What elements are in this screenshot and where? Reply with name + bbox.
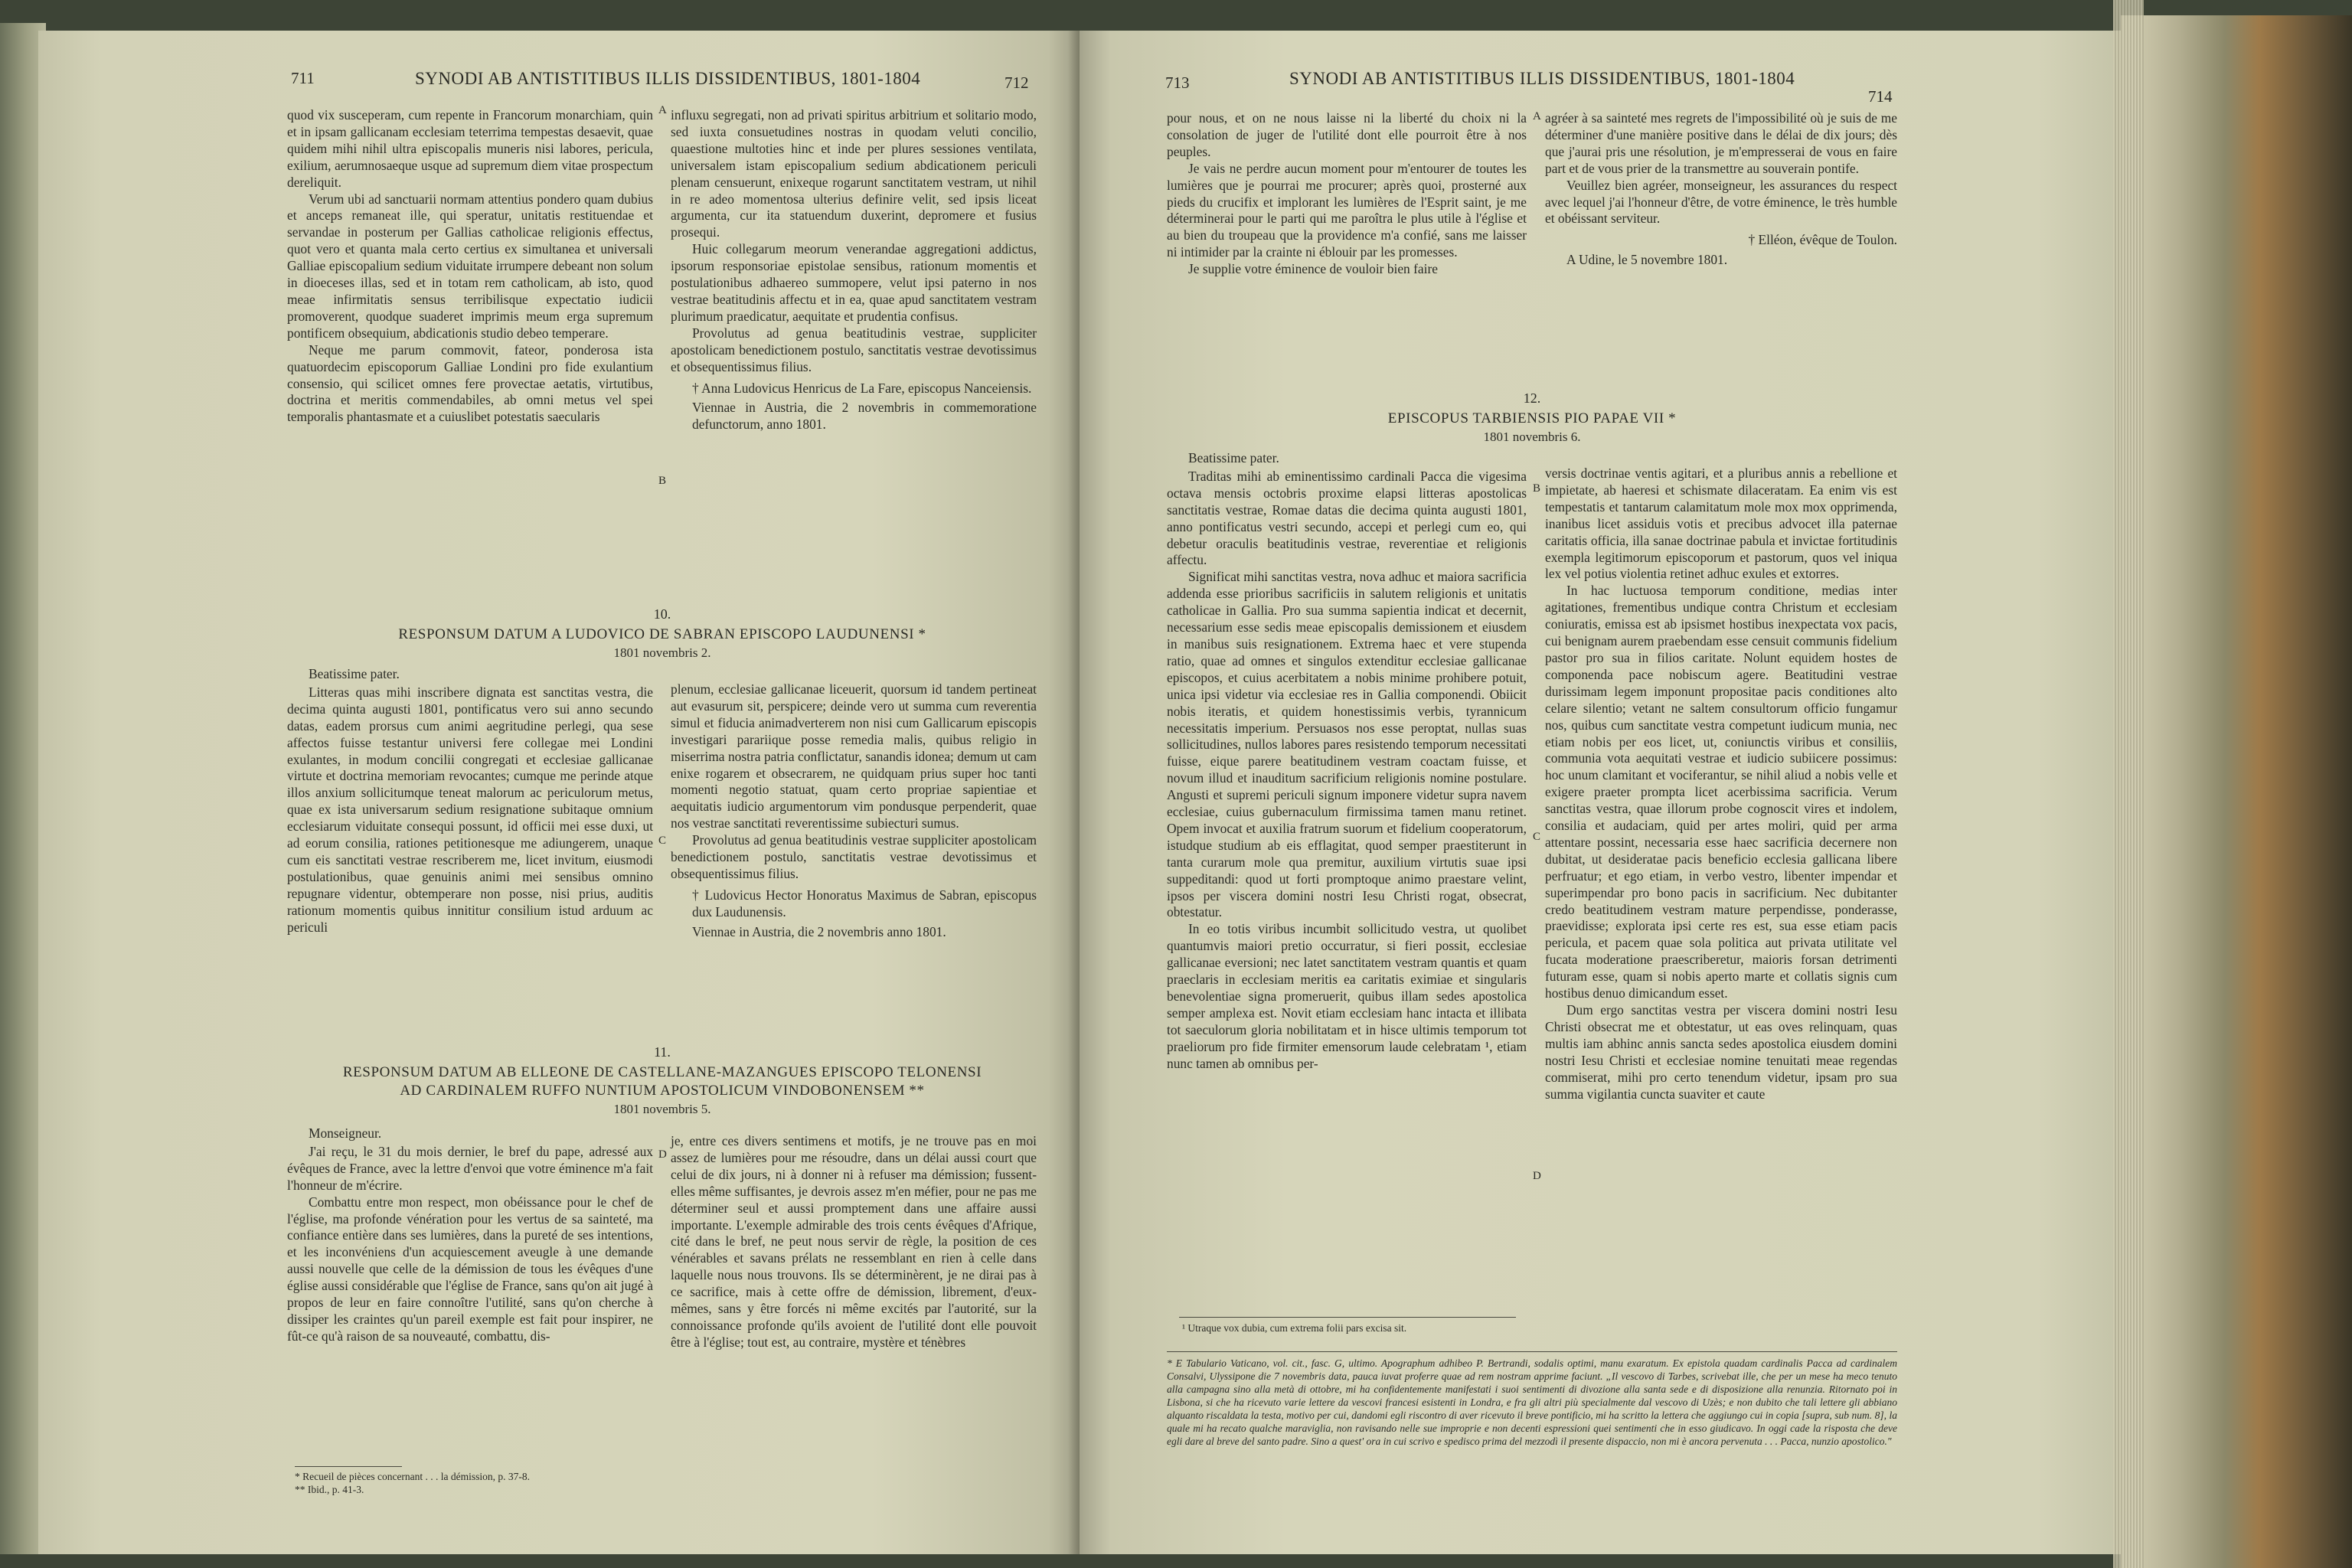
paragraph: agréer à sa sainteté mes regrets de l'impossibilité où je suis de me déterminer d'une manière positive dans le délai de dix jours; dès que j'aurai pris une résolution, je m'empresserai de vous en faire part et de vous prier de la transmettre au souverain pontife. xyxy=(1545,110,1897,176)
p713-footnote-star: * E Tabulario Vaticano, vol. cit., fasc. G, ultimo. Apographum adhibeo P. Bertrandi, sodalis optimi, manu exaratum. Ex epistola quadam cardinalis Pacca ad cardinalem Consalvi, Ulyssipone die 7 novembris data, pauca iuvat proferre quae ad rem nostram apprime faciunt. „Il vescovo di Tarbes, scrivebat ille, che per un mese ha meco tenuto alla campagna sino alla metà di ottobre, mi ha confidentemente manifestati i suoi sentimenti di divozione alla santa sede e di disposizione alla renunzia. Ritornato poi in Lisbona, si che ha ricevuto varie lettere da vescovi francesi esistenti in Londra, e fra gli altri più specialmente dal vescovo di Uzès; e non dubito che tali lettere gli abbiano alquanto riscaldata la testa, motivo per cui, dandomi egli riscontro di aver ricevuto il breve pontificio, mi ha scritto la lettera che aggiungo cui in copia [supra, sub num. 8], la quale mi ha recato qualche maraviglia, non ravisando nelle sue improprie e non decenti espressioni quei sentimenti che in esso giudicavo. In oggi cade la risposta che deve egli dare al breve del santo padre. Sino a quest' ora in cui scrivo e spedisco prima del mezzodì il presente dispaccio, non mi è ancora pervenuta . . . Pacca, nunzio apostolico." xyxy=(1167,1357,1897,1447)
salutation: Beatissime pater. xyxy=(1188,450,1279,466)
doc-title-line-1: RESPONSUM DATUM AB ELLEONE DE CASTELLANE-MAZANGUES EPISCOPO TELONENSI xyxy=(342,1064,982,1080)
paragraph: je, entre ces divers sentimens et motifs, je ne trouve pas en moi assez de lumières pour me résoudre, dans un délai aussi court que celui de dix jours, ni à donner ni à refuser ma démission; fussent-elles même suffisantes, je devrois assez m'en méfier, pour ne pas me déterminer seul et aussi promptement dans une affaire aussi importante. L'exemple admirable des trois cents évêques d'Afrique, cité dans le bref, ne peut nous servir de règle, la position de ces vénérables et savans prélats ne ressemblant en rien à celle dans laquelle nous nous trouvons. Ils se déterminèrent, je ne dirai pas à ce sacrifice, mais à cette offre de démission, librement, d'eux-mêmes, sans y être forcés ni même excités par l'autorité, sur la connoissance profonde qu'ils avoient de l'utilité dont elle pouvoit être à l'église; tout est, au contraire, mystère et ténèbres xyxy=(671,1133,1037,1350)
p713-colA-upper xyxy=(1167,110,1527,278)
dateline: Viennae in Austria, die 2 novembris in commemoratione defunctorum, anno 1801. xyxy=(692,400,1037,433)
p713-colB-upper xyxy=(1545,110,1897,269)
margin-letter-a: A xyxy=(1533,110,1541,122)
paragraph: Neque me parum commovit, fateor, ponderosa ista quatuordecim episcoporum Galliae Londini pro fide exulantium consensio, qui scilicet omnes fere provectae aetatis, virtutibus, doctrina et meritis commendabiles, ab omni metus vel spei temporalis phantasmate et a cuiuslibet potestatis saecularis xyxy=(287,341,653,425)
doc-number: 10. xyxy=(653,606,671,622)
paragraph: Litteras quas mihi inscribere dignata est sanctitas vestra, die decima quinta augusti 1801, pontificatus vero sui anno secundo datas, eadem prorsus cum animi aegritudine perlegi, qua sese affectos fuisse testantur universi fere collegae mei Londini exulantes, in modum concilii congregati et ecclesiae gallicanae virtute et doctrina memoriam revocantes; cumque me perinde atque illos anxium sollicitumque teneat malorum ac periculorum metus, quae ex ista universarum sedium resignatione subitaque omnium ecclesiarum viduitate consequi possunt, id officii mei esse duxi, ut ad eorum consilia, rationes petitionesque me adiungerem, unaque cum eis sanctitati vestrae rescriberem me, licet invitum, eiusmodi postulationibus, quae genuinis animi mei sensibus omnino repugnare videntur, obtemperare non posse, nisi prius, auditis rationum momentis quibus innititur consilium istud arduum ac periculi xyxy=(287,684,653,935)
page-number-714: 714 xyxy=(1868,87,1893,106)
doc10-header xyxy=(287,605,1037,662)
p711-colB-upper xyxy=(671,107,1037,433)
right-book-cover xyxy=(2121,15,2352,1568)
p711-doc10-colB xyxy=(671,681,1037,941)
p713-note-1: ¹ Utraque vox dubia, cum extrema folii pars excisa sit. xyxy=(1182,1322,1407,1334)
paragraph: Verum ubi ad sanctuarii normam attentius pondero quam dubius et anceps remaneat ille, qui speratur, unitatis restituendae et servandae in posterum per Gallias catholicae religionis effectus, quot vero et quanta mala certo certius ex simultanea et universali Galliae episcopalium sedium viduitate irrumpere debeant non solum in dioeceses illas, sed et in totam rem catholicam, ab isto, quod meae infirmitatis sensus terribilisque expectatio iudicii promoverent, quodque suaderet imprimis meum erga supremum pontificem obsequium, abdicationis studio debeo temperare. xyxy=(287,191,653,341)
paragraph: Traditas mihi ab eminentissimo cardinali Pacca die vigesima octava mensis octobris proxime elapsi litteras apostolicas sanctitatis vestrae, Romae datas die decima quinta augusti 1801, anno pontificatus vestri secundo, accepi et perlegi cum eo, qui debetur oraculis beatitudinis vestrae, reverentiae et religionis affectu. xyxy=(1167,468,1527,568)
paragraph: Dum ergo sanctitas vestra per viscera domini nostri Iesu Christi obsecrat me et obtestatur, ut eas oves relinquam, quas multis iam abhinc annis sancta sedes apostolica eiusdem domini nostri Iesu Christi et ecclesiae nomine tenuitati meae regendas commiserat, mihi pro certo tenendum videtur, ipsam pro sua summa vigilantia cuncta suaviter et caute xyxy=(1545,1002,1897,1102)
page-number-712: 712 xyxy=(1004,74,1029,92)
doc-date: 1801 novembris 5. xyxy=(613,1102,711,1116)
salutation: Beatissime pater. xyxy=(309,666,400,681)
footnote: ** Ibid., p. 41-3. xyxy=(295,1484,364,1495)
doc-title: EPISCOPUS TARBIENSIS PIO PAPAE VII * xyxy=(1387,410,1677,426)
doc-date: 1801 novembris 6. xyxy=(1483,430,1581,444)
paragraph: Je vais ne perdre aucun moment pour m'entourer de toutes les lumières que je pourrai me procurer; après quoi, prosterné aux pieds du crucifix et implorant les lumières de l'Esprit saint, je me déterminerai pour le parti qui me paroîtra le plus utile à l'église et au bien du troupeau que la providence m'a confié, sans me laisser ni intimider par la crainte ni éblouir par les promesses. xyxy=(1167,160,1527,260)
p713-doc12-colB xyxy=(1545,466,1897,1102)
right-page-edges xyxy=(2113,0,2144,1568)
doc-number: 12. xyxy=(1523,390,1541,406)
doc-number: 11. xyxy=(654,1044,671,1060)
paragraph: Provolutus ad genua beatitudinis vestrae, suppliciter apostolicam benedictionem postulo, sanctitatis vestrae devotissimus et obsequentissimus filius. xyxy=(671,325,1037,374)
p711-doc10-colA xyxy=(287,666,653,936)
p711-doc11-colB xyxy=(671,1133,1037,1351)
paragraph: In hac luctuosa temporum conditione, medias inter agitationes, frementibus undique contra Christum et ecclesiam coniuratis, emissa est ab ipsismet hostibus inexpectata vox pacis, cui benignam aurem praebendam esse censuit communis fidelium pastor pro sua in filios caritate. Nolunt equidem hostes de componenda pace nobiscum agere. Beatitudini vestrae durissimam legem imponunt propositae pacis conditiones alto celare silentio; vetant ne saltem consultorum officio fungamur nos, quibus cum sanctitate vestra competunt iudicum munia, nec etiam nobis per eos licet, ut, coniunctis viribus et consiliis, communia vota aequitati vestrae et iudicio subiicere possimus: hoc unum clamitant et vociferantur, se nihil aliud a nobis velle et exigere praeter prompta licet acerbissima sacrificia. Verum sanctitas vestra, quae illorum probe cognoscit vires et indolem, consilia et audaciam, quid per artes moliri, quid per arma attentare possint, necessaria esse haec sacrificia decernere non dubitat, ut desideratae pacis beneficio ecclesia gallicana libere perfruatur; et ego etiam, in verbo vestro, libenter impendar et superimpendar pro bono pacis in sacrificium. Nec dubitanter credo beatitudinem vestram mature perpendisse, ponderasse, praevidisse; explorata ipsi certe res est, sua esse etiam pacis pericula, et pacem quae sola politica aut privata utilitate vel fucata moderatione praescriberetur, maioris forsan detrimenti futuram esse, quam si nobis aperto marte et collatis signis cum hostibus denuo dimicandum esset. xyxy=(1545,583,1897,1001)
paragraph: In eo totis viribus incumbit sollicitudo vestra, ut quolibet quantumvis maiori pretio occurratur, si fieri possit, ecclesiae gallicanae eversioni; nec latet sanctitatem vestram quantis et quam praeclaris in ecclesiam meritis ea caritatis eximiae et singularis benevolentiae signa promeruerit, quibus illam sedes apostolica semper amplexa est. Novit etiam ecclesiam hanc intacta et illibata tot saeculorum gloria nobilitatam et in hisce ultimis temporum tot praeliorum pro fide firmiter emensorum laude celebratam ¹, etiam nunc tamen ab omnibus per- xyxy=(1167,921,1527,1071)
paragraph: Je supplie votre éminence de vouloir bien faire xyxy=(1188,261,1438,277)
p711-footnotes xyxy=(295,1470,647,1496)
margin-letter-d: D xyxy=(1533,1170,1541,1182)
right-running-head: SYNODI AB ANTISTITIBUS ILLIS DISSIDENTIBUS, 1801-1804 xyxy=(1289,69,1795,88)
left-page xyxy=(38,31,1080,1554)
margin-letter-c: C xyxy=(658,835,667,847)
paragraph: versis doctrinae ventis agitari, et a pluribus annis a rebellione et impietate, ab haeresi et schismate dilaceratam. Ea enim vis est tempestatis et tantarum calamitatum mole mox mox opprimenda, inanibus licet assiduis votis et precibus advocet illa paternae caritatis officia, illa sanae doctrinae pabula et invictae fortitudinis exempla legitimorum episcoporum et pastorum, quos vel iniqua lex vel potius violentia retinet adhuc exules et extorres. xyxy=(1545,466,1897,582)
margin-letter-a: A xyxy=(658,104,667,116)
paragraph: Provolutus ad genua beatitudinis vestrae suppliciter apostolicam benedictionem postulo, sanctitatis vestrae devotissimus et obsequentissimus filius. xyxy=(671,832,1037,881)
footnote-rule-inner xyxy=(1179,1317,1516,1318)
doc-date: 1801 novembris 2. xyxy=(613,645,711,660)
paragraph: Combattu entre mon respect, mon obéissance pour le chef de l'église, ma profonde vénération pour les vertus de sa sainteté, ma confiance entière dans ses lumières, dans la pureté de ses intentions, et les inconvéniens d'un acquiescement aveugle à une demande aussi nouvelle que celle de la démission de tous les évêques d'une église aussi considérable que l'église de France, sans qu'on ait jugé à propos de leur en faire connoître l'utilité, sans qu'on cherche à dissiper les craintes qu'un pareil exemple est fait pour inspirer, ne fût-ce qu'à raison de sa nouveauté, combattu, dis- xyxy=(287,1194,653,1344)
p711-doc11-colA xyxy=(287,1125,653,1345)
margin-letter-c: C xyxy=(1533,831,1541,843)
footnote-rule xyxy=(295,1466,402,1467)
doc12-header xyxy=(1167,389,1897,446)
doc-title-line-2: AD CARDINALEM RUFFO NUNTIUM APOSTOLICUM VINDOBONENSEM ** xyxy=(400,1083,925,1099)
margin-letter-b: B xyxy=(658,475,667,487)
footnote: * Recueil de pièces concernant . . . la démission, p. 37-8. xyxy=(295,1471,531,1482)
paragraph: plenum, ecclesiae gallicanae liceuerit, quorsum id tandem pertineat aut evasurum sit, perspicere; deinde vero ut summa cum reverentia simul et fiducia animadverterem non nisi cum Gallicarum episcopis investigari parariique posse remedia malis, quibus religio in miserrima nostra patria conflictatur, sanandis idonea; demum ut cam enixe rogarem et obsecrarem, ne quidquam prius super hoc tanti momenti negotio statuat, quam certo propriae sapientiae et aequitatis iudicio argumentorum vim pondusque perpenderit, quae nos vestrae sanctitati reverentissime subiecturi sumus. xyxy=(671,681,1037,831)
dateline: Viennae in Austria, die 2 novembris anno 1801. xyxy=(692,923,946,939)
doc-title: RESPONSUM DATUM A LUDOVICO DE SABRAN EPISCOPO LAUDUNENSI * xyxy=(398,626,926,642)
paragraph: Veuillez bien agréer, monseigneur, les assurances du respect avec lequel j'ai l'honneur d'être, de votre éminence, le très humble et obéissant serviteur. xyxy=(1545,177,1897,227)
doc11-header xyxy=(287,1043,1037,1119)
paragraph: quod vix susceperam, cum repente in Francorum monarchiam, quin et in ipsam gallicanam ecclesiam teterrima tempestas desaevit, quae quidem mihi nihil ultra episcopalis muneris nisi labores, pericula, exilium, aerumnosaeque usque ad supremum diem vitae prospectum dereliquit. xyxy=(287,107,653,190)
paragraph: Significat mihi sanctitas vestra, nova adhuc et maiora sacrificia addenda esse prioribus sacrificiis in salutem religionis et unitatis catholicae in Gallia. Pro sua summa sapientia indicat et decernit, necessarium esse sedis meae episcopalis demissionem et eiusdem in manibus suis resignationem. Extrema haec et vere stupenda ratio, quae ad omnes et singulos extenditur ecclesiae gallicanae episcopos, et cuius acerbitatem a nobis minime prohibere potuit, unica ipsi videtur via ecclesiae res in Gallia componendi. Obiicit nobis iteratis, et quidem honestissimis verbis, tyrannicum necessitatis imperium. Persuasos nos esse peroptat, nullas suas sollicitudines, nullos labores pares resistendo temporum necessitati fuisse, eique parere beatitudinem vestram coactam fuisse, et novum illud et inauditum sacrificium religionis nomine postulare. Angusti et supremi periculi signum imponere videtur supra navem ecclesiae, cuius gubernaculum firmissima tamen manu retinet. Opem invocat et auxilia fratrum suorum et fidelium cooperatorum, istudque studium ab eis efflagitat, quod semper praestiterunt in tanta curarum mole qua premitur, auxilium virtutis suae ipsi suppeditandi: quod ut forti promptoque animo praestare velint, ipsos per viscera domini nostri Iesu Christi rogat, obsecrat, obtestatur. xyxy=(1167,569,1527,920)
right-page xyxy=(1080,31,2121,1554)
margin-letter-d: D xyxy=(658,1148,667,1161)
page-number-713: 713 xyxy=(1165,74,1190,92)
page-number-711: 711 xyxy=(291,69,315,87)
p713-doc12-colA xyxy=(1167,450,1527,1073)
salutation: Monseigneur. xyxy=(309,1125,382,1141)
signature: † Elléon, évêque de Toulon. xyxy=(1748,232,1897,248)
signature: † Ludovicus Hector Honoratus Maximus de Sabran, episcopus dux Laudunensis. xyxy=(692,887,1037,920)
p711-colA-upper xyxy=(287,107,653,426)
signature: † Anna Ludovicus Henricus de La Fare, episcopus Nanceiensis. xyxy=(692,380,1032,396)
left-running-head: SYNODI AB ANTISTITIBUS ILLIS DISSIDENTIBUS, 1801-1804 xyxy=(415,69,921,88)
margin-letter-b: B xyxy=(1533,482,1541,495)
paragraph: J'ai reçu, le 31 du mois dernier, le bref du pape, adressé aux évêques de France, avec la lettre d'envoi que votre éminence m'a fait l'honneur de m'écrire. xyxy=(287,1143,653,1193)
dateline: A Udine, le 5 novembre 1801. xyxy=(1566,252,1728,268)
footnote-rule xyxy=(1167,1351,1897,1352)
paragraph: influxu segregati, non ad privati spiritus arbitrium et solitario modo, sed iuxta consuetudines nostras in quodam veluti concilio, quaestione multoties hinc et inde per plures sessiones ventilata, universalem istam episcopalium sedium abdicationem periculi plenam censuerunt, enixeque rogarunt sanctitatem vestram, ut nihil in re adeo momentosa ulterius definire velit, sed ipsis liceat argumenta, cur ita statuendum duxerint, depromere et fusius prosequi. xyxy=(671,107,1037,240)
paragraph: Huic collegarum meorum venerandae aggregationi addictus, ipsorum responsoriae epistolae sensibus, rationum momentis et postulationibus adhaereo summopere, velut ipsi paterno in nos vestrae beatitudinis affectu et in ea, quae apud sanctitatem vestram plurimum praedicatur, aequitate et prudentia confisus. xyxy=(671,241,1037,324)
paragraph: pour nous, et on ne nous laisse ni la liberté du choix ni la consolation de juger de l'utilité dont elle pourroit être à nos peuples. xyxy=(1167,110,1527,159)
